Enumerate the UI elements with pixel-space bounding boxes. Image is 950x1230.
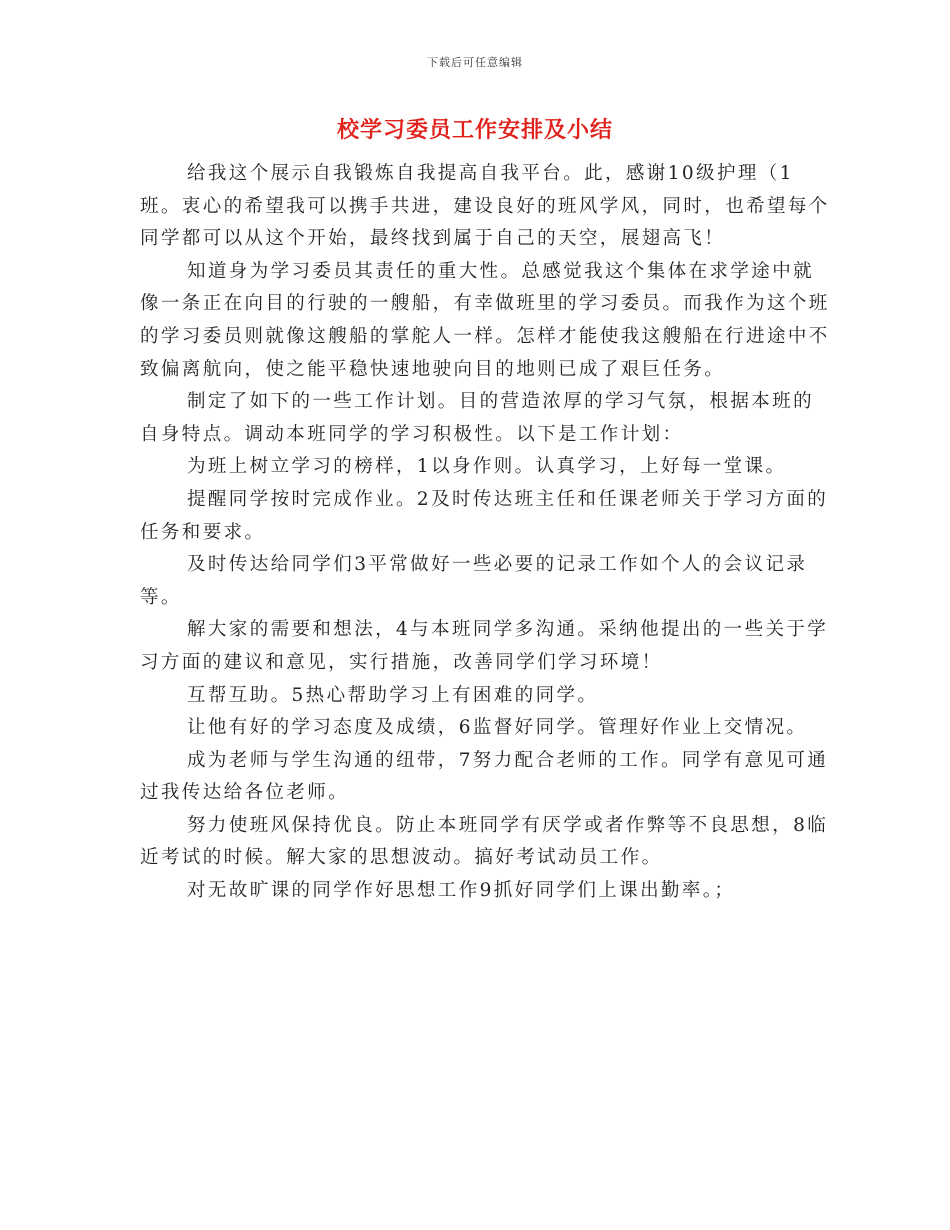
paragraph-plan-item-1: 为班上树立学习的榜样，1以身作则。认真学习，上好每一堂课。 xyxy=(187,456,787,478)
page-header-note: 下载后可任意编辑 xyxy=(427,56,523,69)
paragraph-plan-item-3: 及时传达给同学们3平常做好一些必要的记录工作如个人的会议记录等。 xyxy=(140,554,808,608)
paragraph-intro: 给我这个展示自我锻炼自我提高自我平台。此，感谢10级护理（1班。衷心的希望我可以携手共进，建设良好的班风学风，同时，也希望每个同学都可以从这个开始，最终找到属于自己的天空，展翅高飞！ xyxy=(140,163,830,250)
paragraph-plan-item-7: 成为老师与学生沟通的纽带，7努力配合老师的工作。同学有意见可通过我传达给各位老师。 xyxy=(140,749,829,804)
paragraph-plan-item-9: 对无故旷课的同学作好思想工作9抓好同学们上课出勤率。； xyxy=(187,880,736,902)
document-title: 校学习委员工作安排及小结 xyxy=(336,117,613,143)
document-body xyxy=(140,158,830,908)
paragraph-plan-item-8: 努力使班风保持优良。防止本班同学有厌学或者作弊等不良思想，8临近考试的时候。解大家的思想波动。搞好考试动员工作。 xyxy=(140,814,829,869)
paragraph-plan-intro: 制定了如下的一些工作计划。目的营造浓厚的学习气氛，根据本班的自身特点。调动本班同学的学习积极性。以下是工作计划： xyxy=(140,391,815,445)
paragraph-plan-item-5: 互帮互助。5热心帮助学习上有困难的同学。 xyxy=(187,684,599,706)
paragraph-plan-item-4: 解大家的需要和想法，4与本班同学多沟通。采纳他提出的一些关于学习方面的建议和意见，实行措施，改善同学们学习环境！ xyxy=(140,619,829,673)
paragraph-responsibility: 知道身为学习委员其责任的重大性。总感觉我这个集体在求学途中就像一条正在向目的行驶的一艘船，有幸做班里的学习委员。而我作为这个班的学习委员则就像这艘船的掌舵人一样。怎样才能使我这艘船在行进途中不致偏离航向，使之能平稳快速地驶向目的地则已成了艰巨任务。 xyxy=(140,260,830,380)
paragraph-plan-item-2: 提醒同学按时完成作业。2及时传达班主任和任课老师关于学习方面的任务和要求。 xyxy=(140,488,829,543)
paragraph-plan-item-6: 让他有好的学习态度及成绩，6监督好同学。管理好作业上交情况。 xyxy=(187,717,808,739)
